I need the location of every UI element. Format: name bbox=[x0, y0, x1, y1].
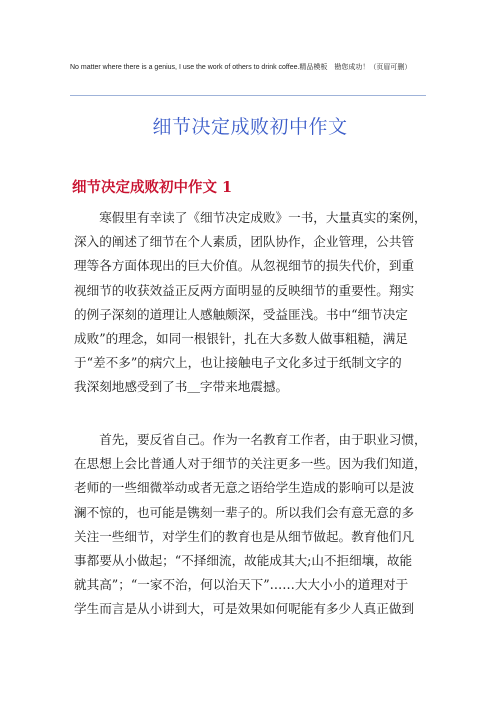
paragraph-2 bbox=[74, 428, 430, 622]
paragraph-line: 在思想上会比普通人对于细节的关注更多一些。因为我们知道， bbox=[74, 456, 427, 472]
page-header: No matter where there is a genius, I use the work of others to drink coffee.精品模板 勘您成功！（页眉可删） bbox=[70, 64, 412, 71]
paragraph-line: 澜不惊的，也可能是镌刻一辈子的。所以我们会有意无意的多 bbox=[74, 504, 415, 520]
paragraph-line: 我深刻地感受到了书＿字带来地震撼。 bbox=[74, 379, 289, 395]
document-title: 细节决定成败初中作文 bbox=[152, 116, 348, 138]
paragraph-line: 学生而言是从小讲到大，可是效果如何呢能有多少人真正做到 bbox=[74, 601, 415, 617]
paragraph-line: 首先，要反省自己。作为一名教育工作者，由于职业习惯， bbox=[74, 432, 427, 447]
section-title: 细节决定成败初中作文 1 bbox=[72, 179, 233, 196]
paragraph-line: 视细节的收获效益正反两方面明显的反映细节的重要性。翔实 bbox=[74, 282, 415, 298]
paragraph-line: 深入的阐述了细节在个人素质，团队协作，企业管理，公共管 bbox=[74, 234, 415, 250]
paragraph-line: 成败”的理念，如同一根银针，扎在大多数人做事粗糙，满足 bbox=[74, 331, 408, 347]
paragraph-line: 老师的一些细微举动或者无意之语给学生造成的影响可以是波 bbox=[74, 480, 415, 496]
paragraph-1 bbox=[74, 206, 430, 400]
paragraph-line: 的例子深刻的道理让人感触颇深，受益匪浅。书中“细节决定 bbox=[74, 306, 408, 322]
paragraph-line: 关注一些细节，对学生们的教育也是从细节做起。教育他们凡 bbox=[74, 528, 415, 544]
paragraph-line: 事都要从小做起；“不择细流，故能成其大;山不拒细壤，故能 bbox=[74, 553, 413, 569]
header-divider bbox=[70, 95, 426, 96]
paragraph-line: 于“差不多”的病穴上，也让接触电子文化多过于纸制文字的 bbox=[74, 355, 402, 371]
paragraph-line: 寒假里有幸读了《细节决定成败》一书，大量真实的案例， bbox=[74, 210, 427, 225]
paragraph-line: 就其高”；“一家不治，何以治天下”……大大小小的道理对于 bbox=[74, 577, 409, 593]
paragraph-line: 理等各方面体现出的巨大价值。从忽视细节的损失代价，到重 bbox=[74, 258, 415, 274]
